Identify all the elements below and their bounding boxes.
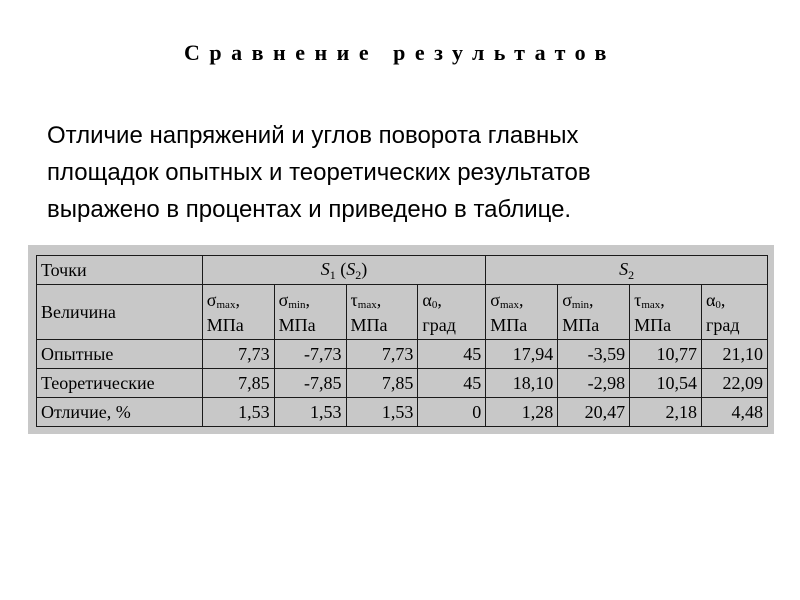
slide-title: Сравнение результатов <box>184 40 616 65</box>
column-header: α0, град <box>418 285 486 340</box>
points-header: Точки <box>37 256 203 285</box>
table-cell: -3,59 <box>558 340 630 369</box>
table-cell: 0 <box>418 398 486 427</box>
table-cell: 1,53 <box>346 398 418 427</box>
column-header: σmax, МПа <box>486 285 558 340</box>
table-cell: -7,73 <box>274 340 346 369</box>
column-header: σmin, МПа <box>558 285 630 340</box>
table-cell: 7,85 <box>346 369 418 398</box>
table-cell: 1,53 <box>274 398 346 427</box>
table-cell: 22,09 <box>701 369 767 398</box>
row-label: Отличие, % <box>37 398 203 427</box>
table-cell: -2,98 <box>558 369 630 398</box>
column-header: α0, град <box>701 285 767 340</box>
row-label: Опытные <box>37 340 203 369</box>
table-units-row <box>37 285 768 340</box>
row-label: Теоретические <box>37 369 203 398</box>
table-row <box>37 340 768 369</box>
table-cell: 1,53 <box>202 398 274 427</box>
table-row <box>37 369 768 398</box>
paragraph-line: выражено в процентах и приведено в таблице. <box>47 196 572 223</box>
table-cell: 18,10 <box>486 369 558 398</box>
table-cell: 7,85 <box>202 369 274 398</box>
group-header-s1: $S_1$ $(S_2)$ <box>202 256 486 285</box>
column-header: σmin, МПа <box>274 285 346 340</box>
table-row <box>37 398 768 427</box>
table-cell: 45 <box>418 369 486 398</box>
table-cell: 45 <box>418 340 486 369</box>
paragraph-line: площадок опытных и теоретических результатов <box>47 159 591 186</box>
table-cell: 7,73 <box>346 340 418 369</box>
results-table <box>36 255 768 427</box>
paragraph-line: Отличие напряжений и углов поворота главных <box>47 122 579 149</box>
table-cell: 1,28 <box>486 398 558 427</box>
table-cell: 20,47 <box>558 398 630 427</box>
table-header-row <box>37 256 768 285</box>
table-image <box>28 245 774 434</box>
quantity-header: Величина <box>37 285 203 340</box>
table-cell: -7,85 <box>274 369 346 398</box>
table-cell: 4,48 <box>701 398 767 427</box>
description-paragraph <box>47 117 767 228</box>
table-cell: 17,94 <box>486 340 558 369</box>
column-header: τmax, МПа <box>346 285 418 340</box>
table-cell: 10,77 <box>630 340 702 369</box>
table-cell: 2,18 <box>630 398 702 427</box>
column-header: σmax, МПа <box>202 285 274 340</box>
column-header: τmax, МПа <box>630 285 702 340</box>
group-header-s2: $S_2$ <box>486 256 768 285</box>
table-cell: 21,10 <box>701 340 767 369</box>
table-cell: 7,73 <box>202 340 274 369</box>
table-cell: 10,54 <box>630 369 702 398</box>
